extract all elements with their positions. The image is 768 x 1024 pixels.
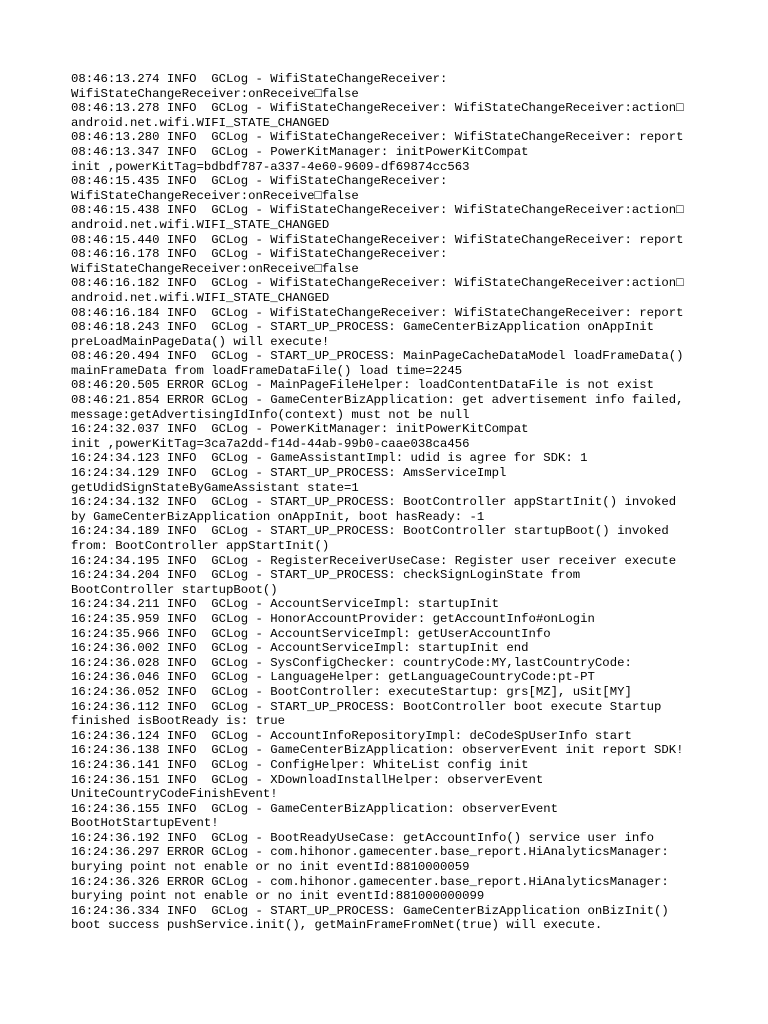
log-line: 16:24:36.052 INFO GCLog - BootController: executeStartup: grs[MZ], uSit[MY] <box>71 684 632 699</box>
log-line: mainFrameData from loadFrameDataFile() load time=2245 <box>71 363 463 378</box>
log-line: 16:24:34.211 INFO GCLog - AccountServiceImpl: startupInit <box>71 597 500 612</box>
log-line: android.net.wifi.WIFI_STATE_CHANGED <box>71 290 330 305</box>
log-line: 08:46:13.347 INFO GCLog - PowerKitManager: initPowerKitCompat <box>71 144 529 159</box>
log-line: 16:24:34.132 INFO GCLog - START_UP_PROCESS: BootController appStartInit() invoked <box>71 495 677 510</box>
log-line: BootHotStartupEvent! <box>71 816 219 831</box>
log-line: 08:46:15.440 INFO GCLog - WifiStateChangeReceiver: WifiStateChangeReceiver: report <box>71 232 684 247</box>
log-line: 08:46:20.505 ERROR GCLog - MainPageFileHelper: loadContentDataFile is not exist <box>71 378 654 393</box>
log-line: 08:46:21.854 ERROR GCLog - GameCenterBizApplication: get advertisement info failed, <box>71 393 684 408</box>
log-line: burying point not enable or no init eventId:881000000099 <box>71 889 485 904</box>
log-line: 16:24:36.124 INFO GCLog - AccountInfoRepositoryImpl: deCodeSpUserInfo start <box>71 728 632 743</box>
log-line: burying point not enable or no init eventId:8810000059 <box>71 860 470 875</box>
log-line: UniteCountryCodeFinishEvent! <box>71 787 278 802</box>
log-line: getUdidSignStateByGameAssistant state=1 <box>71 480 359 495</box>
log-line: 16:24:34.204 INFO GCLog - START_UP_PROCESS: checkSignLoginState from <box>71 568 581 583</box>
log-line: android.net.wifi.WIFI_STATE_CHANGED <box>71 217 330 232</box>
log-line: 08:46:13.274 INFO GCLog - WifiStateChangeReceiver: <box>71 72 448 86</box>
log-line: 08:46:13.280 INFO GCLog - WifiStateChangeReceiver: WifiStateChangeReceiver: report <box>71 130 684 145</box>
log-line: 16:24:34.189 INFO GCLog - START_UP_PROCESS: BootController startupBoot() invoked <box>71 524 669 539</box>
log-line: init ,powerKitTag=3ca7a2dd-f14d-44ab-99b0-caae038ca456 <box>71 436 470 451</box>
log-line: 16:24:36.112 INFO GCLog - START_UP_PROCESS: BootController boot execute Startup <box>71 699 662 714</box>
log-line: BootController startupBoot() <box>71 582 278 597</box>
log-line: 08:46:16.184 INFO GCLog - WifiStateChangeReceiver: WifiStateChangeReceiver: report <box>71 305 684 320</box>
log-line: preLoadMainPageData() will execute! <box>71 334 330 349</box>
log-line: 16:24:36.297 ERROR GCLog - com.hihonor.gamecenter.base_report.HiAnalyticsManager: <box>71 845 669 860</box>
log-line: 16:24:34.123 INFO GCLog - GameAssistantImpl: udid is agree for SDK: 1 <box>71 451 588 466</box>
log-line: 08:46:15.438 INFO GCLog - WifiStateChangeReceiver: WifiStateChangeReceiver:action□ <box>71 203 684 218</box>
log-line: 08:46:13.278 INFO GCLog - WifiStateChangeReceiver: WifiStateChangeReceiver:action□ <box>71 101 684 116</box>
log-line: WifiStateChangeReceiver:onReceive□false <box>71 261 359 276</box>
log-line: 08:46:18.243 INFO GCLog - START_UP_PROCESS: GameCenterBizApplication onAppInit <box>71 320 654 335</box>
log-document <box>71 72 731 933</box>
log-line: 16:24:34.195 INFO GCLog - RegisterReceiverUseCase: Register user receiver execute <box>71 553 677 568</box>
log-line: 16:24:34.129 INFO GCLog - START_UP_PROCESS: AmsServiceImpl <box>71 466 507 481</box>
log-line: by GameCenterBizApplication onAppInit, boot hasReady: -1 <box>71 509 485 524</box>
log-line: 16:24:36.141 INFO GCLog - ConfigHelper: WhiteList config init <box>71 757 529 772</box>
log-line: 16:24:36.028 INFO GCLog - SysConfigChecker: countryCode:MY,lastCountryCode: <box>71 655 632 670</box>
log-line: 08:46:16.182 INFO GCLog - WifiStateChangeReceiver: WifiStateChangeReceiver:action□ <box>71 276 684 291</box>
log-line: 08:46:20.494 INFO GCLog - START_UP_PROCESS: MainPageCacheDataModel loadFrameData() <box>71 349 684 364</box>
log-line: 16:24:36.326 ERROR GCLog - com.hihonor.gamecenter.base_report.HiAnalyticsManager: <box>71 874 669 889</box>
log-line: 16:24:36.138 INFO GCLog - GameCenterBizApplication: observerEvent init report SDK! <box>71 743 684 758</box>
log-line: 16:24:36.046 INFO GCLog - LanguageHelper: getLanguageCountryCode:pt-PT <box>71 670 595 685</box>
log-line: android.net.wifi.WIFI_STATE_CHANGED <box>71 115 330 130</box>
log-line: 16:24:35.959 INFO GCLog - HonorAccountProvider: getAccountInfo#onLogin <box>71 611 595 626</box>
log-line: WifiStateChangeReceiver:onReceive□false <box>71 86 359 101</box>
log-line: init ,powerKitTag=bdbdf787-a337-4e60-9609-df69874cc563 <box>71 159 470 174</box>
log-line: 16:24:36.151 INFO GCLog - XDownloadInstallHelper: observerEvent <box>71 772 544 787</box>
log-line: 16:24:35.966 INFO GCLog - AccountServiceImpl: getUserAccountInfo <box>71 626 551 641</box>
log-line: WifiStateChangeReceiver:onReceive□false <box>71 188 359 203</box>
log-line: 08:46:16.178 INFO GCLog - WifiStateChangeReceiver: <box>71 247 448 262</box>
log-line: boot success pushService.init(), getMainFrameFromNet(true) will execute. <box>71 918 603 933</box>
log-line: 08:46:15.435 INFO GCLog - WifiStateChangeReceiver: <box>71 174 448 189</box>
log-line: 16:24:32.037 INFO GCLog - PowerKitManager: initPowerKitCompat <box>71 422 529 437</box>
log-line: 16:24:36.002 INFO GCLog - AccountServiceImpl: startupInit end <box>71 641 529 656</box>
log-line: from: BootController appStartInit() <box>71 539 330 553</box>
log-line: finished isBootReady is: true <box>71 714 286 729</box>
log-line: 16:24:36.192 INFO GCLog - BootReadyUseCase: getAccountInfo() service user info <box>71 830 654 845</box>
log-line: 16:24:36.334 INFO GCLog - START_UP_PROCESS: GameCenterBizApplication onBizInit() <box>71 903 669 918</box>
log-line: message:getAdvertisingIdInfo(context) must not be null <box>71 407 470 422</box>
log-line: 16:24:36.155 INFO GCLog - GameCenterBizApplication: observerEvent <box>71 801 559 816</box>
